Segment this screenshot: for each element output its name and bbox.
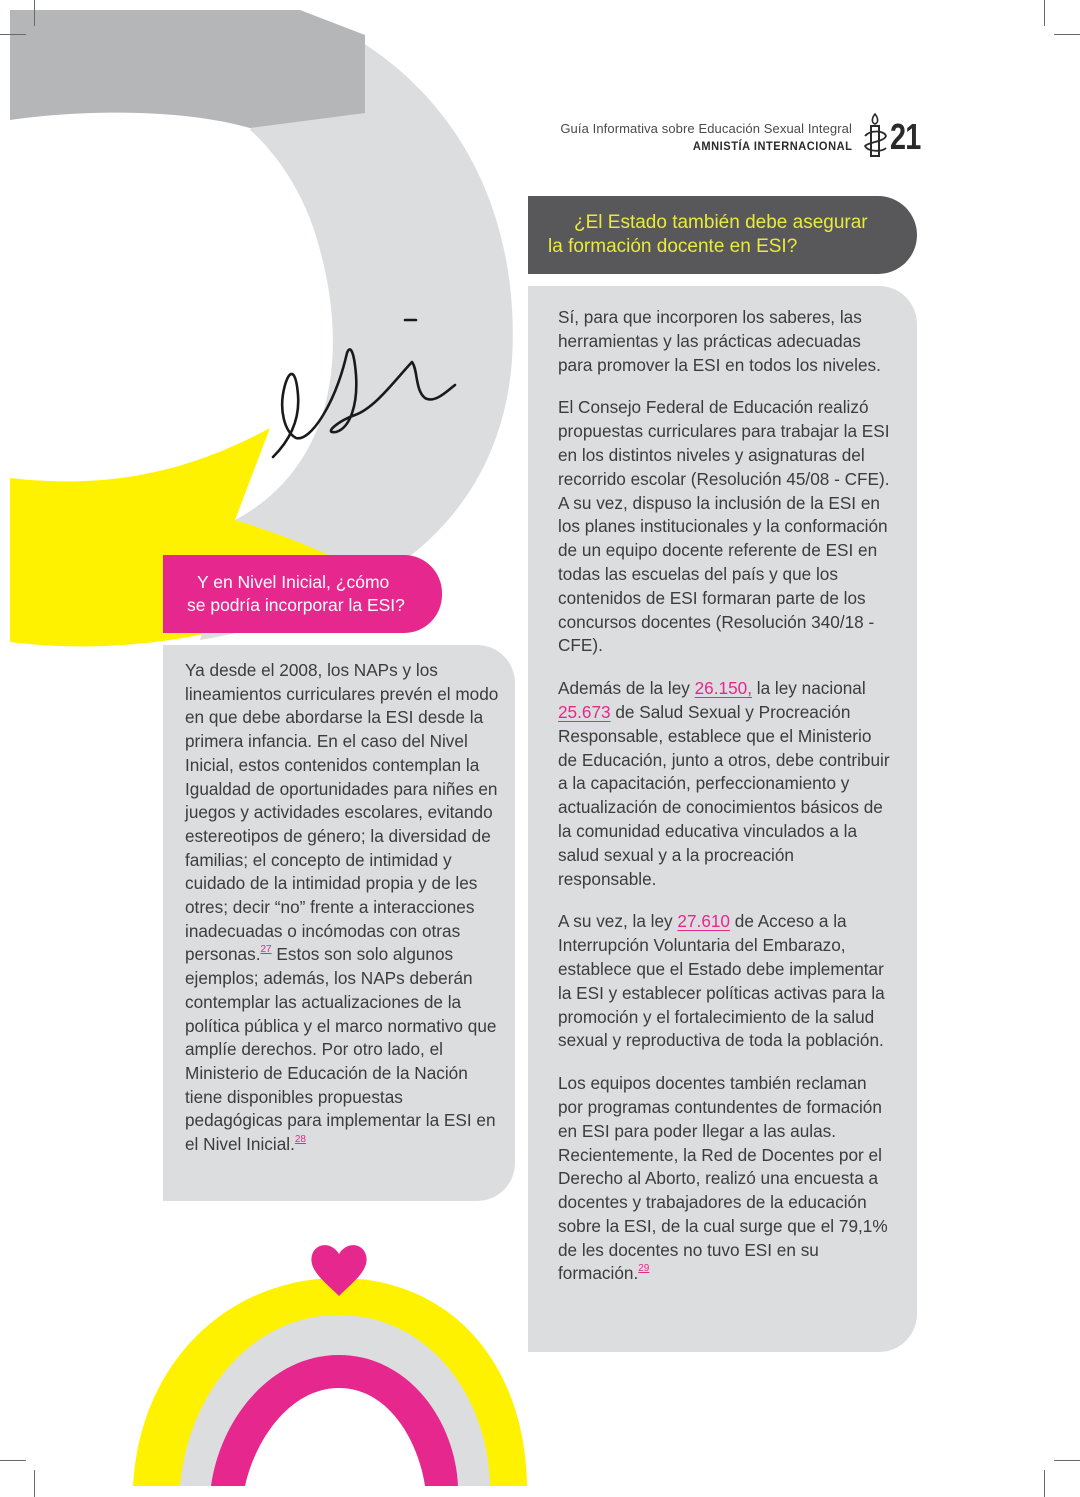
question-line-1: Y en Nivel Inicial, ¿cómo <box>197 572 390 592</box>
paragraph: Sí, para que incorporen los saberes, las herramientas y las prácticas adecuadas para promover la ESI en todos los niveles. <box>558 307 881 375</box>
crop-mark <box>1054 1460 1080 1461</box>
dark-gray-block <box>10 10 365 128</box>
question-teacher-training <box>528 196 917 274</box>
text: Ya desde el 2008, los NAPs y los lineamientos curriculares prevén el modo en que debe abordarse la ESI desde la primera infancia. En el caso del Nivel Inicial, estos contenidos contemplan la Igualdad de oportunidades para niñes en juegos y actividades escolares, evitando estereotipos de género; la diversidad de familias; el concepto de intimidad y cuidado de la intimidad propia y de les otres; decir “no” frente a interacciones inadecuadas o incómodas con otras personas. <box>185 660 499 965</box>
crop-mark <box>34 1470 35 1497</box>
law-link-26150[interactable]: 26.150, <box>694 678 752 699</box>
question-line-2: se podría incorporar la ESI? <box>187 595 405 615</box>
rainbow-illustration <box>133 1245 527 1486</box>
law-link-25673[interactable]: 25.673 <box>558 701 611 722</box>
header-organization: AMNISTÍA INTERNACIONAL <box>692 138 852 153</box>
header-subtitle: Guía Informativa sobre Educación Sexual Integral <box>560 121 852 136</box>
crop-mark <box>1044 0 1045 26</box>
question-line-1: ¿El Estado también debe asegurar <box>574 212 868 233</box>
text: A su vez, la ley <box>558 911 678 932</box>
question-line-2: la formación docente en ESI? <box>548 236 798 257</box>
text: de Salud Sexual y Procreación Responsable, establece que el Ministerio de Educación, junto a otros, debe contribuir a la capacitación, perfeccionamiento y actualización de conocimientos básicos de la comunidad educativa vinculados a la salud sexual y a la procreación responsable. <box>558 701 890 889</box>
paragraph <box>185 659 505 1157</box>
text: la ley nacional <box>751 678 866 699</box>
running-header <box>560 122 852 155</box>
footnote-link-27[interactable]: 27 <box>260 944 272 956</box>
paragraph <box>558 677 891 891</box>
answer-card-nivel-inicial <box>163 645 515 1201</box>
text: de Acceso a la Interrupción Voluntaria del Embarazo, establece que el Estado debe implementar la ESI y establecer políticas activas para la promoción y el fortalecimiento de la salud sexual y reproductiva de toda la población. <box>558 911 885 1051</box>
crop-mark <box>0 1460 26 1461</box>
footnote-link-28[interactable]: 28 <box>294 1134 306 1146</box>
answer-card-teacher-training <box>528 286 917 1352</box>
crop-mark <box>34 0 35 26</box>
paragraph <box>558 1072 891 1286</box>
crop-mark <box>1054 34 1080 35</box>
crop-mark <box>1044 1470 1045 1497</box>
text: Además de la ley <box>558 678 695 699</box>
page-number: 21 <box>890 116 921 157</box>
question-nivel-inicial <box>163 555 442 633</box>
candle-barbed-wire-icon <box>862 112 888 158</box>
paragraph <box>558 910 891 1053</box>
text: Los equipos docentes también reclaman por programas contundentes de formación en ESI para poder llegar a las aulas. Recientemente, la Red de Docentes por el Derecho al Aborto, realizó una encuesta a docentes y trabajadores de la educación sobre la ESI, de la cual surge que el 79,1% de les docentes no tuvo ESI en su formación. <box>558 1073 888 1284</box>
text: Estos son solo algunos ejemplos; además, los NAPs deberán contemplar las actualizaciones de la política pública y el marco normativo que amplíe derechos. Por otro lado, el Ministerio de Educación de la Nación tiene disponibles propuestas pedagógicas para implementar la ESI en el Nivel Inicial. <box>185 944 497 1155</box>
crop-mark <box>0 34 26 35</box>
law-link-27610[interactable]: 27.610 <box>677 911 730 932</box>
paragraph: El Consejo Federal de Educación realizó propuestas curriculares para trabajar la ESI en los distintos niveles y asignaturas del recorrido escolar (Resolución 45/08 - CFE). A su vez, dispuso la inclusión de la ESI en los planes institucionales y la conformación de un equipo docente referente de ESI en todas las escuelas del país y que los contenidos de ESI formaran parte de los concursos docentes (Resolución 340/18 - CFE). <box>558 397 890 656</box>
footnote-link-29[interactable]: 29 <box>638 1263 650 1275</box>
